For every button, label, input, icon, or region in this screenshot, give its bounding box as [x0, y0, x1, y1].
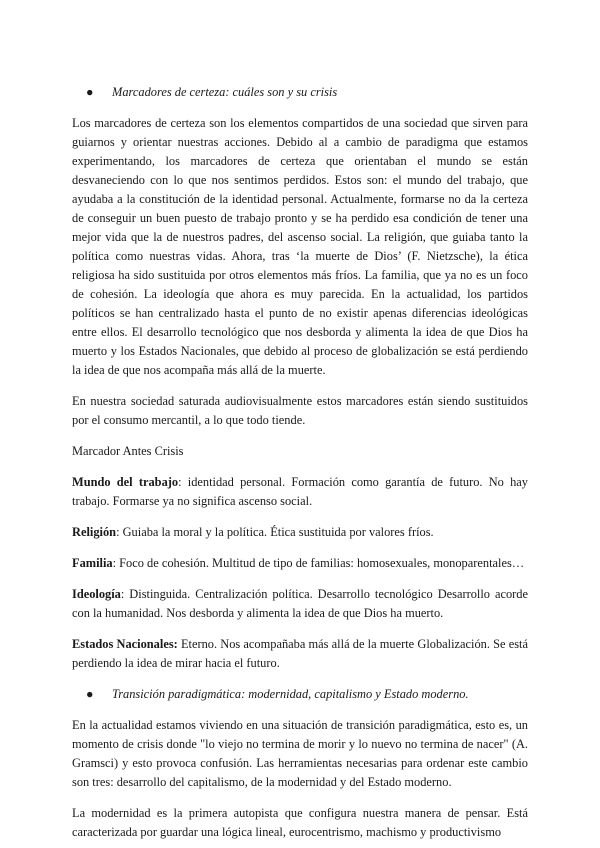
marker-term: Familia — [72, 556, 113, 570]
marker-term: Estados Nacionales: — [72, 637, 178, 651]
marker-term: Mundo del trabajo — [72, 475, 179, 489]
marker-entry — [72, 523, 528, 542]
table-heading: Marcador Antes Crisis — [72, 444, 184, 458]
marker-text: : Guiaba la moral y la política. Ética sustituida por valores fríos. — [116, 525, 434, 539]
bullet-dot: ● — [86, 85, 94, 99]
marker-text: : identidad personal. Formación como garantía de futuro. No hay trabajo. Formarse ya no significa ascenso social. — [72, 475, 528, 508]
marker-entry — [72, 635, 528, 673]
marker-text: Eterno. Nos acompañaba más allá de la muerte Globalización. Se está perdiendo la idea de mirar hacia el futuro. — [72, 637, 528, 670]
paragraph: La modernidad es la primera autopista que configura nuestra manera de pensar. Está caracterizada por guardar una lógica lineal, eurocentrismo, machismo y productivismo — [72, 806, 528, 839]
marker-text: : Distinguida. Centralización política. Desarrollo tecnológico Desarrollo acorde con la humanidad. Nos desborda y alimenta la idea de que Dios ha muerto. — [72, 587, 528, 620]
marker-term: Ideología — [72, 587, 121, 601]
paragraph: En la actualidad estamos viviendo en una situación de transición paradigmática, esto es, un momento de crisis donde "lo viejo no termina de morir y lo nuevo no termina de nacer" (A. Gramsci) y esto provoca confusión. Las herramientas necesarias para ordenar este cambio son tres: desarrollo del capitalismo, de la modernidad y del Estado moderno. — [72, 718, 528, 789]
bullet-item — [72, 685, 528, 704]
bullet-item — [72, 83, 528, 102]
bullet-text: Transición paradigmática: modernidad, capitalismo y Estado moderno. — [112, 687, 469, 701]
marker-term: Religión — [72, 525, 117, 539]
marker-entry — [72, 554, 528, 573]
paragraph: En nuestra sociedad saturada audiovisualmente estos marcadores están siendo sustituidos por el consumo mercantil, a lo que todo tiende. — [72, 394, 528, 427]
bullet-dot: ● — [86, 687, 94, 701]
marker-entry — [72, 585, 528, 623]
bullet-text: Marcadores de certeza: cuáles son y su crisis — [112, 85, 338, 99]
marker-entry — [72, 473, 528, 511]
paragraph: Los marcadores de certeza son los elementos compartidos de una sociedad que sirven para guiarnos y orientar nuestras acciones. Debido al a cambio de paradigma que estamos experimentando, los marcadores de certeza que orientaban el mundo se están desvaneciendo con lo que nos sentimos perdidos. Estos son: el mundo del trabajo, que ayudaba a la constitución de la identidad personal. Actualmente, formarse no da la certeza de conseguir un buen puesto de trabajo pronto y se ha perdido esa condición de tener una mejor vida que la de nuestros padres, del ascenso social. La religión, que guiaba tanto la política como nuestras vidas. Ahora, tras ‘la muerte de Dios’ (F. Nietzsche), la ética religiosa ha sido sustituida por otros elementos más fríos. La familia, que ya no es un foco de cohesión. La ideología que ahora es muy parecida. En la actualidad, los partidos políticos se han centralizado hasta el punto de no existir apenas diferencias ideológicas entre ellos. El desarrollo tecnológico que nos desborda y alimenta la idea de que Dios ha muerto y los Estados Nacionales, que debido al proceso de globalización se está perdiendo la idea de que nos acompaña más allá de la muerte. — [72, 116, 528, 377]
marker-text: : Foco de cohesión. Multitud de tipo de familias: homosexuales, monoparentales… — [112, 556, 525, 570]
